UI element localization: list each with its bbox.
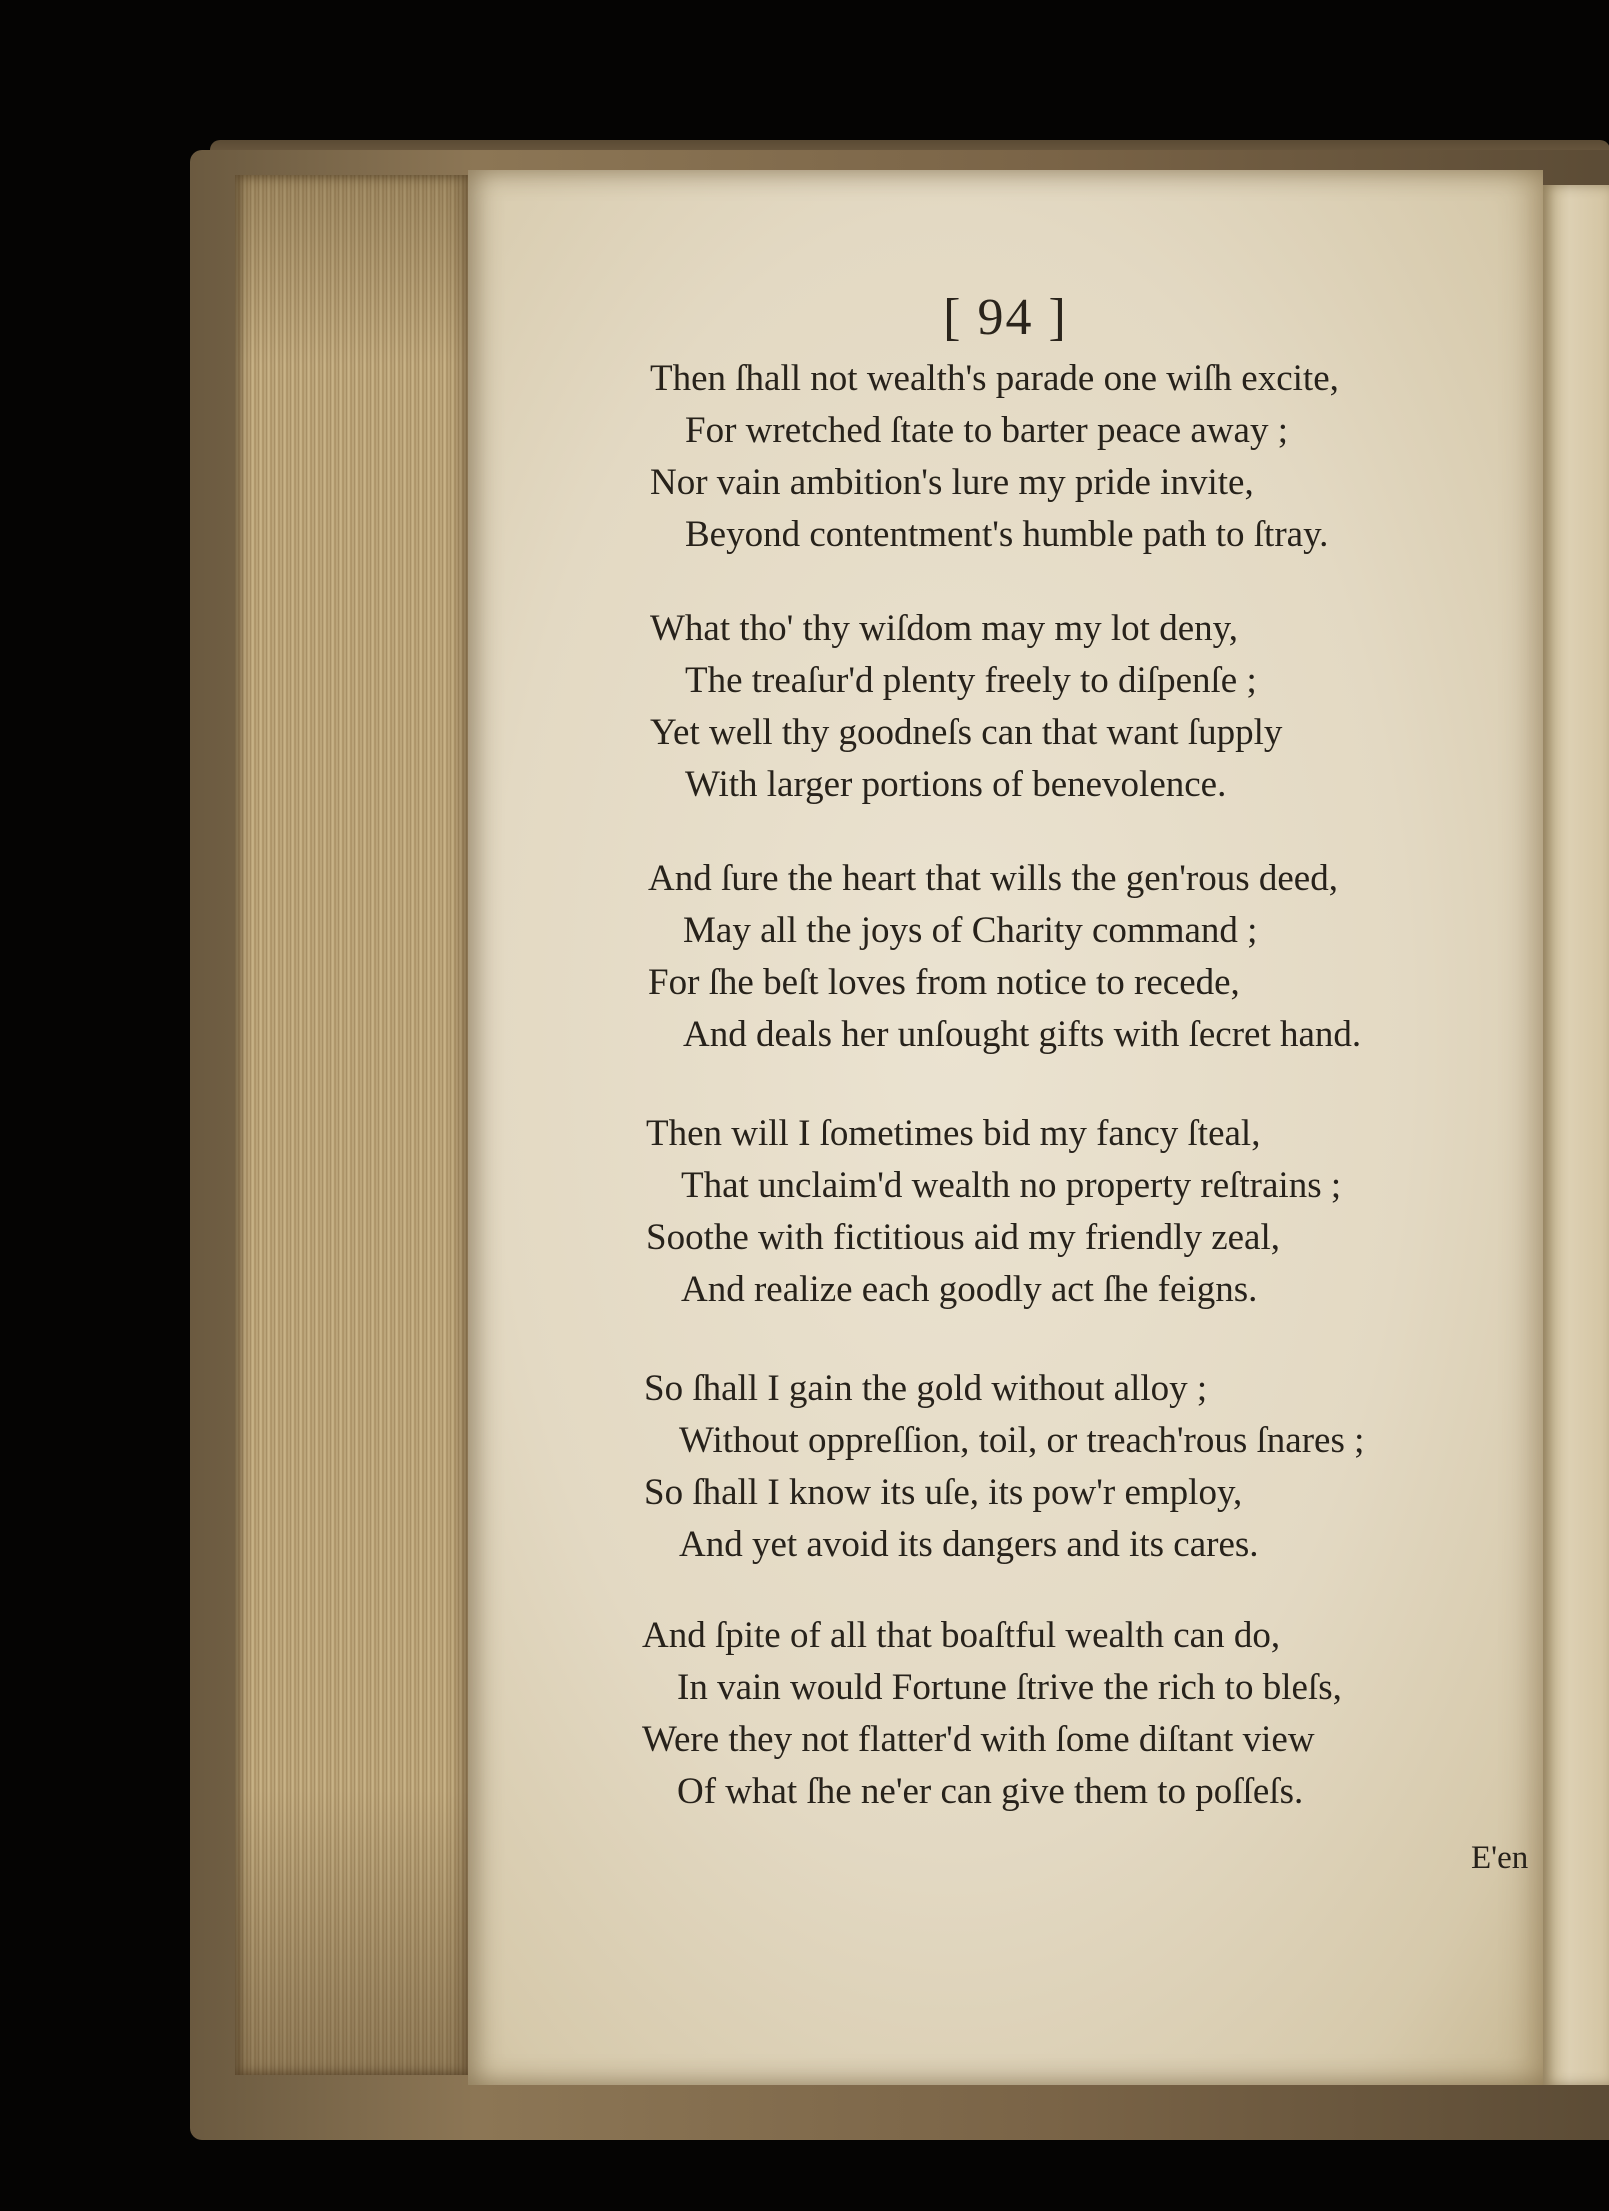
verse-line: And ſpite of all that boaſtful wealth can do, bbox=[642, 1615, 1281, 1656]
verse-line: And realize each goodly act ſhe feigns. bbox=[681, 1269, 1258, 1310]
page-number: [ 94 ] bbox=[943, 289, 1068, 346]
verse-line: Without oppreſſion, toil, or treach'rous ſnares ; bbox=[679, 1420, 1365, 1461]
verse-line: Beyond contentment's humble path to ſtray. bbox=[685, 514, 1329, 555]
verse-line: So ſhall I gain the gold without alloy ; bbox=[644, 1368, 1208, 1409]
verse-line: Then will I ſometimes bid my fancy ſteal, bbox=[646, 1113, 1261, 1154]
verse-line: So ſhall I know its uſe, its pow'r employ, bbox=[644, 1472, 1243, 1513]
verse-line: What tho' thy wiſdom may my lot deny, bbox=[650, 608, 1238, 649]
next-page-edge bbox=[1543, 185, 1609, 2085]
verse-line: And yet avoid its dangers and its cares. bbox=[679, 1524, 1259, 1565]
verse-line: The treaſur'd plenty freely to diſpenſe ; bbox=[685, 660, 1257, 701]
verse-line: Soothe with fictitious aid my friendly zeal, bbox=[646, 1217, 1281, 1258]
verse-line: May all the joys of Charity command ; bbox=[683, 910, 1258, 951]
page-edges-shade bbox=[235, 175, 470, 2075]
verse-line: That unclaim'd wealth no property reſtrains ; bbox=[681, 1165, 1342, 1206]
verse-line: For ſhe beſt loves from notice to recede, bbox=[648, 962, 1240, 1003]
verse-line: Nor vain ambition's lure my pride invite, bbox=[650, 462, 1254, 503]
verse-line: Were they not flatter'd with ſome diſtant view bbox=[642, 1719, 1315, 1760]
verse-line: And deals her unſought gifts with ſecret hand. bbox=[683, 1014, 1362, 1055]
verse-line: With larger portions of benevolence. bbox=[685, 764, 1227, 805]
verse-line: For wretched ſtate to barter peace away ; bbox=[685, 410, 1289, 451]
verse-line: In vain would Fortune ſtrive the rich to bleſs, bbox=[677, 1667, 1342, 1708]
book-page bbox=[468, 170, 1543, 2085]
catchword: E'en bbox=[1471, 1840, 1529, 1876]
verse-line: And ſure the heart that wills the gen'rous deed, bbox=[648, 858, 1338, 899]
verse-line: Yet well thy goodneſs can that want ſupply bbox=[650, 712, 1283, 753]
verse-line: Then ſhall not wealth's parade one wiſh excite, bbox=[650, 358, 1339, 399]
verse-line: Of what ſhe ne'er can give them to poſſeſs. bbox=[677, 1771, 1304, 1812]
